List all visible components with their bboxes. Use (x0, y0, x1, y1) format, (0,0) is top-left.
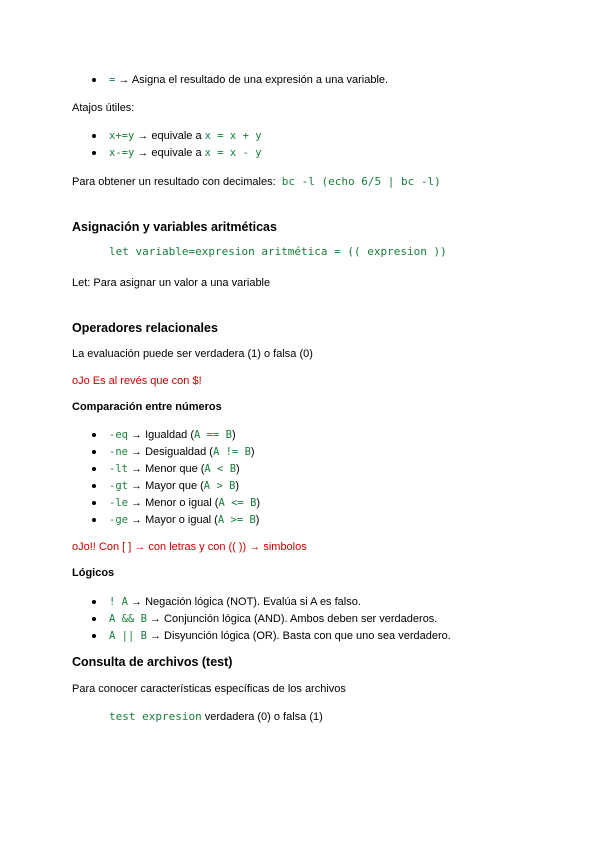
logic-heading: Lógicos (72, 567, 115, 579)
list-item: ! A → Negación lógica (NOT). Evalúa si A es falso. (72, 595, 451, 612)
relational-warning: oJo Es al revés que con $! (72, 375, 202, 387)
decimals-paragraph: Para obtener un resultado con decimales: bc -l (echo 6/5 | bc -l) (72, 175, 441, 188)
list-item: -ne → Desigualdad (A != B) (72, 445, 260, 462)
brackets-warning: oJo!! Con [ ] → con letras y con (( )) → simbolos (72, 541, 307, 553)
files-desc: Para conocer características específicas de los archivos (72, 683, 346, 695)
list-item: -lt → Menor que (A < B) (72, 462, 260, 479)
list-item: = → Asigna el resultado de una expresión a una variable. (72, 73, 388, 90)
shortcuts-list (72, 129, 262, 163)
list-item: -ge → Mayor o igual (A >= B) (72, 513, 260, 530)
equals-operator: = (109, 74, 116, 86)
list-item: x-=y → equivale a x = x - y (72, 146, 262, 163)
bc-command: bc -l (echo 6/5 | bc -l) (281, 175, 441, 188)
arith-heading: Asignación y variables aritméticas (72, 220, 277, 234)
number-comparison-list (72, 428, 260, 530)
list-item: -gt → Mayor que (A > B) (72, 479, 260, 496)
shortcuts-label: Atajos útiles: (72, 102, 135, 114)
list-item: A && B → Conjunción lógica (AND). Ambos deben ser verdaderos. (72, 612, 451, 629)
let-note: Let: Para asignar un valor a una variable (72, 277, 271, 289)
logic-list (72, 595, 451, 646)
test-code-block: test expresion verdadera (0) o falsa (1) (109, 710, 323, 723)
list-item: -le → Menor o igual (A <= B) (72, 496, 260, 513)
relational-desc: La evaluación puede ser verdadera (1) o falsa (0) (72, 348, 313, 360)
list-item: x+=y → equivale a x = x + y (72, 129, 262, 146)
assignment-operator-list (72, 73, 388, 90)
list-item: A || B → Disyunción lógica (OR). Basta con que uno sea verdadero. (72, 629, 451, 646)
files-heading: Consulta de archivos (test) (72, 655, 233, 669)
let-code-block: let variable=expresion aritmética = (( expresion )) (109, 245, 447, 258)
numbers-heading: Comparación entre números (72, 401, 222, 413)
relational-heading: Operadores relacionales (72, 321, 218, 335)
list-item: -eq → Igualdad (A == B) (72, 428, 260, 445)
